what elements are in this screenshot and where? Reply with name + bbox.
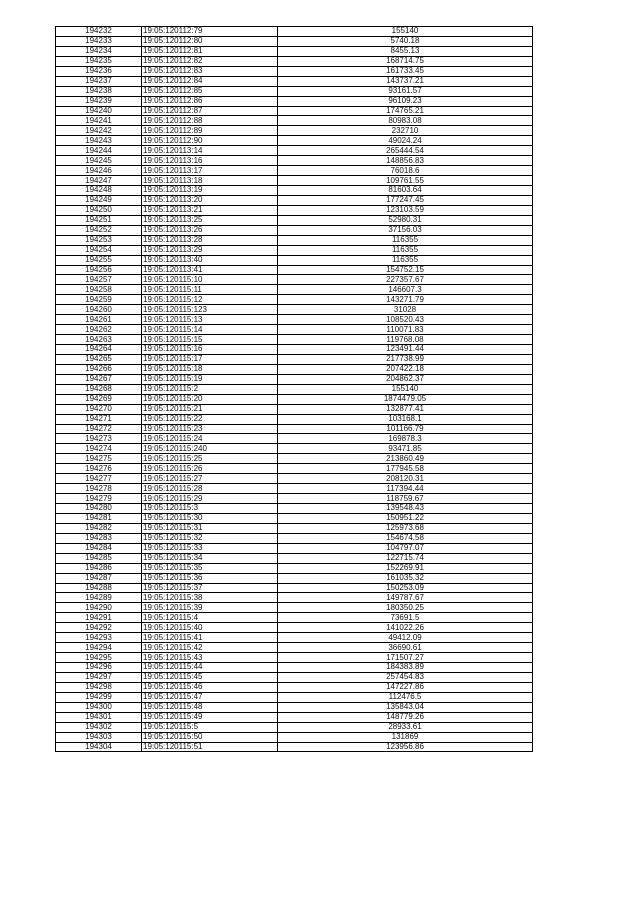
record-number-cell: 194291 <box>56 613 142 623</box>
value-cell: 73691.5 <box>278 613 533 623</box>
cadastral-number-cell: 19:05:120113:40 <box>142 255 278 265</box>
table-row <box>56 384 533 394</box>
table-row <box>56 205 533 215</box>
table-row <box>56 265 533 275</box>
value-cell: 109761.55 <box>278 176 533 186</box>
table-row <box>56 692 533 702</box>
value-cell: 116355 <box>278 235 533 245</box>
cadastral-number-cell: 19:05:120115:24 <box>142 434 278 444</box>
record-number-cell: 194289 <box>56 593 142 603</box>
value-cell: 28933.61 <box>278 722 533 732</box>
table-row <box>56 195 533 205</box>
value-cell: 180350.25 <box>278 603 533 613</box>
value-cell: 1874479.05 <box>278 394 533 404</box>
record-number-cell: 194279 <box>56 494 142 504</box>
record-number-cell: 194298 <box>56 682 142 692</box>
record-number-cell: 194255 <box>56 255 142 265</box>
record-number-cell: 194244 <box>56 146 142 156</box>
value-cell: 122715.74 <box>278 553 533 563</box>
table-row <box>56 394 533 404</box>
cadastral-number-cell: 19:05:120112:86 <box>142 96 278 106</box>
record-number-cell: 194277 <box>56 474 142 484</box>
table-row <box>56 613 533 623</box>
record-number-cell: 194233 <box>56 36 142 46</box>
cadastral-number-cell: 19:05:120115:21 <box>142 404 278 414</box>
cadastral-number-cell: 19:05:120115:123 <box>142 305 278 315</box>
cadastral-number-cell: 19:05:120115:14 <box>142 325 278 335</box>
table-row <box>56 494 533 504</box>
table-row <box>56 66 533 76</box>
cadastral-number-cell: 19:05:120112:79 <box>142 27 278 37</box>
table-row <box>56 404 533 414</box>
value-cell: 149787.67 <box>278 593 533 603</box>
table-row <box>56 245 533 255</box>
value-cell: 118759.67 <box>278 494 533 504</box>
cadastral-number-cell: 19:05:120115:240 <box>142 444 278 454</box>
value-cell: 116355 <box>278 245 533 255</box>
cadastral-number-cell: 19:05:120115:22 <box>142 414 278 424</box>
table-row <box>56 573 533 583</box>
value-cell: 213860.49 <box>278 454 533 464</box>
cadastral-number-cell: 19:05:120115:16 <box>142 345 278 355</box>
value-cell: 36690.61 <box>278 643 533 653</box>
table-row <box>56 533 533 543</box>
cadastral-number-cell: 19:05:120112:80 <box>142 36 278 46</box>
table-row <box>56 603 533 613</box>
record-number-cell: 194263 <box>56 335 142 345</box>
value-cell: 135843.04 <box>278 702 533 712</box>
value-cell: 37156.03 <box>278 225 533 235</box>
table-row <box>56 315 533 325</box>
cadastral-number-cell: 19:05:120115:3 <box>142 504 278 514</box>
record-number-cell: 194259 <box>56 295 142 305</box>
value-cell: 81603.64 <box>278 186 533 196</box>
value-cell: 131869 <box>278 732 533 742</box>
table-row <box>56 484 533 494</box>
value-cell: 184383.89 <box>278 663 533 673</box>
record-number-cell: 194249 <box>56 195 142 205</box>
record-number-cell: 194301 <box>56 712 142 722</box>
value-cell: 152269.91 <box>278 563 533 573</box>
record-number-cell: 194287 <box>56 573 142 583</box>
value-cell: 204862.37 <box>278 374 533 384</box>
cadastral-number-cell: 19:05:120112:82 <box>142 56 278 66</box>
value-cell: 112476.5 <box>278 692 533 702</box>
value-cell: 148779.26 <box>278 712 533 722</box>
cadastral-number-cell: 19:05:120115:18 <box>142 364 278 374</box>
table-row <box>56 36 533 46</box>
table-row <box>56 364 533 374</box>
record-number-cell: 194272 <box>56 424 142 434</box>
table-row <box>56 235 533 245</box>
cadastral-number-cell: 19:05:120115:48 <box>142 702 278 712</box>
value-cell: 93161.57 <box>278 86 533 96</box>
record-number-cell: 194294 <box>56 643 142 653</box>
cadastral-number-cell: 19:05:120115:10 <box>142 275 278 285</box>
cadastral-number-cell: 19:05:120115:45 <box>142 672 278 682</box>
record-number-cell: 194267 <box>56 374 142 384</box>
table-row <box>56 96 533 106</box>
record-number-cell: 194300 <box>56 702 142 712</box>
value-cell: 161035.32 <box>278 573 533 583</box>
cadastral-number-cell: 19:05:120115:17 <box>142 354 278 364</box>
record-number-cell: 194253 <box>56 235 142 245</box>
value-cell: 150253.09 <box>278 583 533 593</box>
value-cell: 143737.21 <box>278 76 533 86</box>
cadastral-number-cell: 19:05:120115:12 <box>142 295 278 305</box>
cadastral-number-cell: 19:05:120112:90 <box>142 136 278 146</box>
cadastral-number-cell: 19:05:120115:42 <box>142 643 278 653</box>
table-row <box>56 285 533 295</box>
table-row <box>56 186 533 196</box>
record-number-cell: 194292 <box>56 623 142 633</box>
record-number-cell: 194243 <box>56 136 142 146</box>
table-row <box>56 742 533 752</box>
value-cell: 265444.54 <box>278 146 533 156</box>
cadastral-number-cell: 19:05:120115:15 <box>142 335 278 345</box>
table-row <box>56 672 533 682</box>
cadastral-number-cell: 19:05:120113:21 <box>142 205 278 215</box>
record-number-cell: 194239 <box>56 96 142 106</box>
record-number-cell: 194286 <box>56 563 142 573</box>
value-cell: 123956.86 <box>278 742 533 752</box>
value-cell: 103168.1 <box>278 414 533 424</box>
table-row <box>56 653 533 663</box>
record-number-cell: 194288 <box>56 583 142 593</box>
record-number-cell: 194284 <box>56 543 142 553</box>
cadastral-number-cell: 19:05:120115:11 <box>142 285 278 295</box>
cadastral-number-cell: 19:05:120115:5 <box>142 722 278 732</box>
table-row <box>56 275 533 285</box>
value-cell: 174765.21 <box>278 106 533 116</box>
value-cell: 141022.26 <box>278 623 533 633</box>
value-cell: 207422.18 <box>278 364 533 374</box>
record-number-cell: 194278 <box>56 484 142 494</box>
table-row <box>56 136 533 146</box>
table-row <box>56 424 533 434</box>
value-cell: 123491.44 <box>278 345 533 355</box>
record-number-cell: 194234 <box>56 46 142 56</box>
table-row <box>56 702 533 712</box>
record-number-cell: 194271 <box>56 414 142 424</box>
cadastral-number-cell: 19:05:120115:25 <box>142 454 278 464</box>
table-row <box>56 643 533 653</box>
record-number-cell: 194269 <box>56 394 142 404</box>
cadastral-number-cell: 19:05:120115:28 <box>142 484 278 494</box>
value-cell: 80983.08 <box>278 116 533 126</box>
record-number-cell: 194266 <box>56 364 142 374</box>
record-number-cell: 194281 <box>56 513 142 523</box>
table-row <box>56 255 533 265</box>
cadastral-number-cell: 19:05:120113:14 <box>142 146 278 156</box>
record-number-cell: 194268 <box>56 384 142 394</box>
value-cell: 93471.85 <box>278 444 533 454</box>
cadastral-number-cell: 19:05:120115:37 <box>142 583 278 593</box>
record-number-cell: 194283 <box>56 533 142 543</box>
record-number-cell: 194237 <box>56 76 142 86</box>
data-table <box>55 26 533 752</box>
table-row <box>56 444 533 454</box>
table-row <box>56 156 533 166</box>
cadastral-number-cell: 19:05:120112:89 <box>142 126 278 136</box>
value-cell: 108520.43 <box>278 315 533 325</box>
record-number-cell: 194276 <box>56 464 142 474</box>
value-cell: 139548.43 <box>278 504 533 514</box>
table-row <box>56 504 533 514</box>
cadastral-number-cell: 19:05:120115:2 <box>142 384 278 394</box>
record-number-cell: 194242 <box>56 126 142 136</box>
cadastral-number-cell: 19:05:120115:29 <box>142 494 278 504</box>
table-row <box>56 543 533 553</box>
value-cell: 76018.6 <box>278 166 533 176</box>
table-row <box>56 146 533 156</box>
cadastral-number-cell: 19:05:120115:46 <box>142 682 278 692</box>
table-row <box>56 76 533 86</box>
record-number-cell: 194270 <box>56 404 142 414</box>
cadastral-number-cell: 19:05:120115:19 <box>142 374 278 384</box>
cadastral-number-cell: 19:05:120115:50 <box>142 732 278 742</box>
record-number-cell: 194296 <box>56 663 142 673</box>
table-row <box>56 712 533 722</box>
table-row <box>56 56 533 66</box>
cadastral-number-cell: 19:05:120115:27 <box>142 474 278 484</box>
cadastral-number-cell: 19:05:120113:17 <box>142 166 278 176</box>
table-row <box>56 722 533 732</box>
cadastral-number-cell: 19:05:120115:47 <box>142 692 278 702</box>
table-row <box>56 86 533 96</box>
table-row <box>56 354 533 364</box>
record-number-cell: 194251 <box>56 215 142 225</box>
table-row <box>56 335 533 345</box>
cadastral-number-cell: 19:05:120115:32 <box>142 533 278 543</box>
cadastral-number-cell: 19:05:120113:20 <box>142 195 278 205</box>
cadastral-number-cell: 19:05:120115:31 <box>142 523 278 533</box>
cadastral-number-cell: 19:05:120113:29 <box>142 245 278 255</box>
value-cell: 150951.22 <box>278 513 533 523</box>
value-cell: 257454.83 <box>278 672 533 682</box>
table-body <box>56 27 533 752</box>
record-number-cell: 194258 <box>56 285 142 295</box>
table-row <box>56 553 533 563</box>
value-cell: 155140 <box>278 27 533 37</box>
cadastral-number-cell: 19:05:120115:13 <box>142 315 278 325</box>
value-cell: 208120.31 <box>278 474 533 484</box>
cadastral-number-cell: 19:05:120112:87 <box>142 106 278 116</box>
cadastral-number-cell: 19:05:120113:19 <box>142 186 278 196</box>
record-number-cell: 194254 <box>56 245 142 255</box>
value-cell: 117394.44 <box>278 484 533 494</box>
table-row <box>56 345 533 355</box>
table-row <box>56 27 533 37</box>
table-row <box>56 414 533 424</box>
record-number-cell: 194235 <box>56 56 142 66</box>
record-number-cell: 194280 <box>56 504 142 514</box>
value-cell: 143271.79 <box>278 295 533 305</box>
cadastral-number-cell: 19:05:120115:30 <box>142 513 278 523</box>
table-row <box>56 166 533 176</box>
table-row <box>56 563 533 573</box>
record-number-cell: 194265 <box>56 354 142 364</box>
cadastral-number-cell: 19:05:120113:18 <box>142 176 278 186</box>
table-row <box>56 682 533 692</box>
record-number-cell: 194260 <box>56 305 142 315</box>
table-row <box>56 106 533 116</box>
table-row <box>56 663 533 673</box>
table-row <box>56 623 533 633</box>
table-row <box>56 116 533 126</box>
record-number-cell: 194246 <box>56 166 142 176</box>
value-cell: 116355 <box>278 255 533 265</box>
cadastral-number-cell: 19:05:120115:49 <box>142 712 278 722</box>
value-cell: 169878.3 <box>278 434 533 444</box>
table-row <box>56 46 533 56</box>
value-cell: 49024.24 <box>278 136 533 146</box>
cadastral-number-cell: 19:05:120115:38 <box>142 593 278 603</box>
cadastral-number-cell: 19:05:120115:39 <box>142 603 278 613</box>
value-cell: 96109.23 <box>278 96 533 106</box>
record-number-cell: 194247 <box>56 176 142 186</box>
cadastral-number-cell: 19:05:120113:41 <box>142 265 278 275</box>
record-number-cell: 194282 <box>56 523 142 533</box>
value-cell: 147227.86 <box>278 682 533 692</box>
table-row <box>56 633 533 643</box>
table-row <box>56 176 533 186</box>
cadastral-number-cell: 19:05:120113:16 <box>142 156 278 166</box>
value-cell: 171507.27 <box>278 653 533 663</box>
table-row <box>56 325 533 335</box>
cadastral-number-cell: 19:05:120113:25 <box>142 215 278 225</box>
cadastral-number-cell: 19:05:120115:20 <box>142 394 278 404</box>
table-row <box>56 593 533 603</box>
cadastral-number-cell: 19:05:120115:34 <box>142 553 278 563</box>
table-row <box>56 474 533 484</box>
record-number-cell: 194232 <box>56 27 142 37</box>
value-cell: 154752.15 <box>278 265 533 275</box>
record-number-cell: 194256 <box>56 265 142 275</box>
record-number-cell: 194262 <box>56 325 142 335</box>
value-cell: 146607.3 <box>278 285 533 295</box>
record-number-cell: 194241 <box>56 116 142 126</box>
cadastral-number-cell: 19:05:120115:41 <box>142 633 278 643</box>
table-row <box>56 225 533 235</box>
cadastral-number-cell: 19:05:120112:84 <box>142 76 278 86</box>
record-number-cell: 194245 <box>56 156 142 166</box>
cadastral-number-cell: 19:05:120112:81 <box>142 46 278 56</box>
value-cell: 49412.09 <box>278 633 533 643</box>
cadastral-number-cell: 19:05:120113:28 <box>142 235 278 245</box>
cadastral-number-cell: 19:05:120115:43 <box>142 653 278 663</box>
cadastral-number-cell: 19:05:120113:26 <box>142 225 278 235</box>
record-number-cell: 194240 <box>56 106 142 116</box>
value-cell: 148856.83 <box>278 156 533 166</box>
value-cell: 31028 <box>278 305 533 315</box>
record-number-cell: 194238 <box>56 86 142 96</box>
value-cell: 177945.58 <box>278 464 533 474</box>
record-number-cell: 194250 <box>56 205 142 215</box>
cadastral-number-cell: 19:05:120115:51 <box>142 742 278 752</box>
table-row <box>56 305 533 315</box>
cadastral-number-cell: 19:05:120115:44 <box>142 663 278 673</box>
record-number-cell: 194261 <box>56 315 142 325</box>
value-cell: 123103.59 <box>278 205 533 215</box>
value-cell: 177247.45 <box>278 195 533 205</box>
table-row <box>56 295 533 305</box>
table-row <box>56 374 533 384</box>
value-cell: 161733.45 <box>278 66 533 76</box>
record-number-cell: 194290 <box>56 603 142 613</box>
cadastral-number-cell: 19:05:120115:40 <box>142 623 278 633</box>
record-number-cell: 194275 <box>56 454 142 464</box>
record-number-cell: 194295 <box>56 653 142 663</box>
value-cell: 217738.99 <box>278 354 533 364</box>
table-row <box>56 434 533 444</box>
cadastral-number-cell: 19:05:120115:4 <box>142 613 278 623</box>
value-cell: 110071.83 <box>278 325 533 335</box>
record-number-cell: 194236 <box>56 66 142 76</box>
record-number-cell: 194297 <box>56 672 142 682</box>
value-cell: 227357.67 <box>278 275 533 285</box>
record-number-cell: 194293 <box>56 633 142 643</box>
value-cell: 8455.13 <box>278 46 533 56</box>
record-number-cell: 194299 <box>56 692 142 702</box>
table-row <box>56 215 533 225</box>
record-number-cell: 194303 <box>56 732 142 742</box>
table-row <box>56 732 533 742</box>
table-row <box>56 523 533 533</box>
record-number-cell: 194252 <box>56 225 142 235</box>
table-row <box>56 454 533 464</box>
record-number-cell: 194274 <box>56 444 142 454</box>
record-number-cell: 194264 <box>56 345 142 355</box>
table-row <box>56 464 533 474</box>
value-cell: 5740.18 <box>278 36 533 46</box>
table-row <box>56 583 533 593</box>
record-number-cell: 194285 <box>56 553 142 563</box>
value-cell: 125973.68 <box>278 523 533 533</box>
value-cell: 155140 <box>278 384 533 394</box>
cadastral-number-cell: 19:05:120112:88 <box>142 116 278 126</box>
record-number-cell: 194304 <box>56 742 142 752</box>
value-cell: 154674.58 <box>278 533 533 543</box>
cadastral-number-cell: 19:05:120115:23 <box>142 424 278 434</box>
value-cell: 52980.31 <box>278 215 533 225</box>
record-number-cell: 194257 <box>56 275 142 285</box>
value-cell: 104797.07 <box>278 543 533 553</box>
table-row <box>56 513 533 523</box>
cadastral-number-cell: 19:05:120115:36 <box>142 573 278 583</box>
value-cell: 101166.79 <box>278 424 533 434</box>
record-number-cell: 194248 <box>56 186 142 196</box>
cadastral-number-cell: 19:05:120112:85 <box>142 86 278 96</box>
cadastral-number-cell: 19:05:120115:26 <box>142 464 278 474</box>
value-cell: 132877.41 <box>278 404 533 414</box>
value-cell: 232710 <box>278 126 533 136</box>
record-number-cell: 194273 <box>56 434 142 444</box>
cadastral-number-cell: 19:05:120115:35 <box>142 563 278 573</box>
cadastral-number-cell: 19:05:120115:33 <box>142 543 278 553</box>
cadastral-number-cell: 19:05:120112:83 <box>142 66 278 76</box>
record-number-cell: 194302 <box>56 722 142 732</box>
value-cell: 168714.75 <box>278 56 533 66</box>
value-cell: 119768.08 <box>278 335 533 345</box>
table-row <box>56 126 533 136</box>
